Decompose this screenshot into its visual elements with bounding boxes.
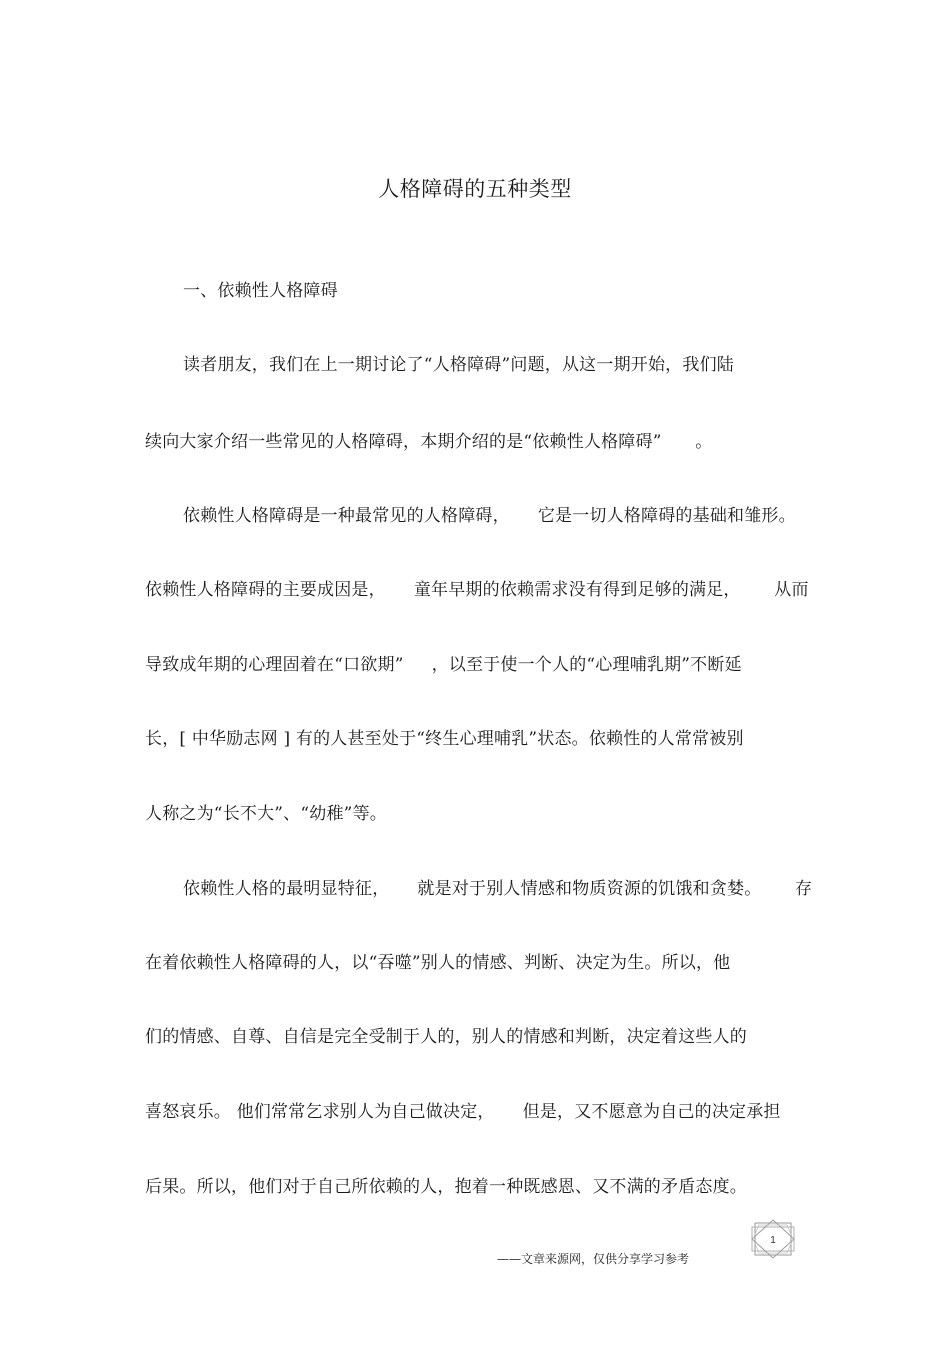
paragraph-line: 们的情感、自尊、自信是完全受制于人的，别人的情感和判断，决定着这些人的 [145,1027,747,1047]
paragraph-line: 续向大家介绍一些常见的人格障碍，本期介绍的是“依赖性人格障碍” 。 [145,432,713,452]
section-heading: 一、依赖性人格障碍 [183,281,338,301]
paragraph-line: 依赖性人格障碍的主要成因是， 童年早期的依赖需求没有得到足够的满足， 从而 [145,580,809,600]
paragraph-line: 导致成年期的心理固着在“口欲期” ，以至于使一个人的“心理哺乳期”不断延 [145,655,742,675]
page-number: 1 [770,1235,776,1246]
paragraph-line: 在着依赖性人格障碍的人，以“吞噬”别人的情感、判断、决定为生。所以，他 [145,953,731,973]
paragraph-line: 依赖性人格的最明显特征， 就是对于别人情感和物质资源的饥饿和贪婪。 存 [183,879,813,899]
paragraph-line: 喜怒哀乐。 他们常常乞求别人为自己做决定， 但是，又不愿意为自己的决定承担 [145,1102,781,1122]
paragraph-line: 长，[ 中华励志网 ] 有的人甚至处于“终生心理哺乳”状态。依赖性的人常常被别 [145,729,744,749]
paragraph-line: 人称之为“长不大”、“幼稚”等。 [145,804,387,824]
page-ornament-icon [749,1219,797,1259]
paragraph-line: 依赖性人格障碍是一种最常见的人格障碍， 它是一切人格障碍的基础和雏形。 [183,506,796,526]
page-number-badge [749,1219,797,1259]
paragraph-line: 后果。所以，他们对于自己所依赖的人，抱着一种既感恩、又不满的矛盾态度。 [145,1177,747,1197]
paragraph-line: 读者朋友，我们在上一期讨论了“人格障碍”问题，从这一期开始，我们陆 [183,355,734,375]
footer-note: ——文章来源网，仅供分享学习参考 [497,1252,690,1266]
document-title: 人格障碍的五种类型 [378,177,572,201]
